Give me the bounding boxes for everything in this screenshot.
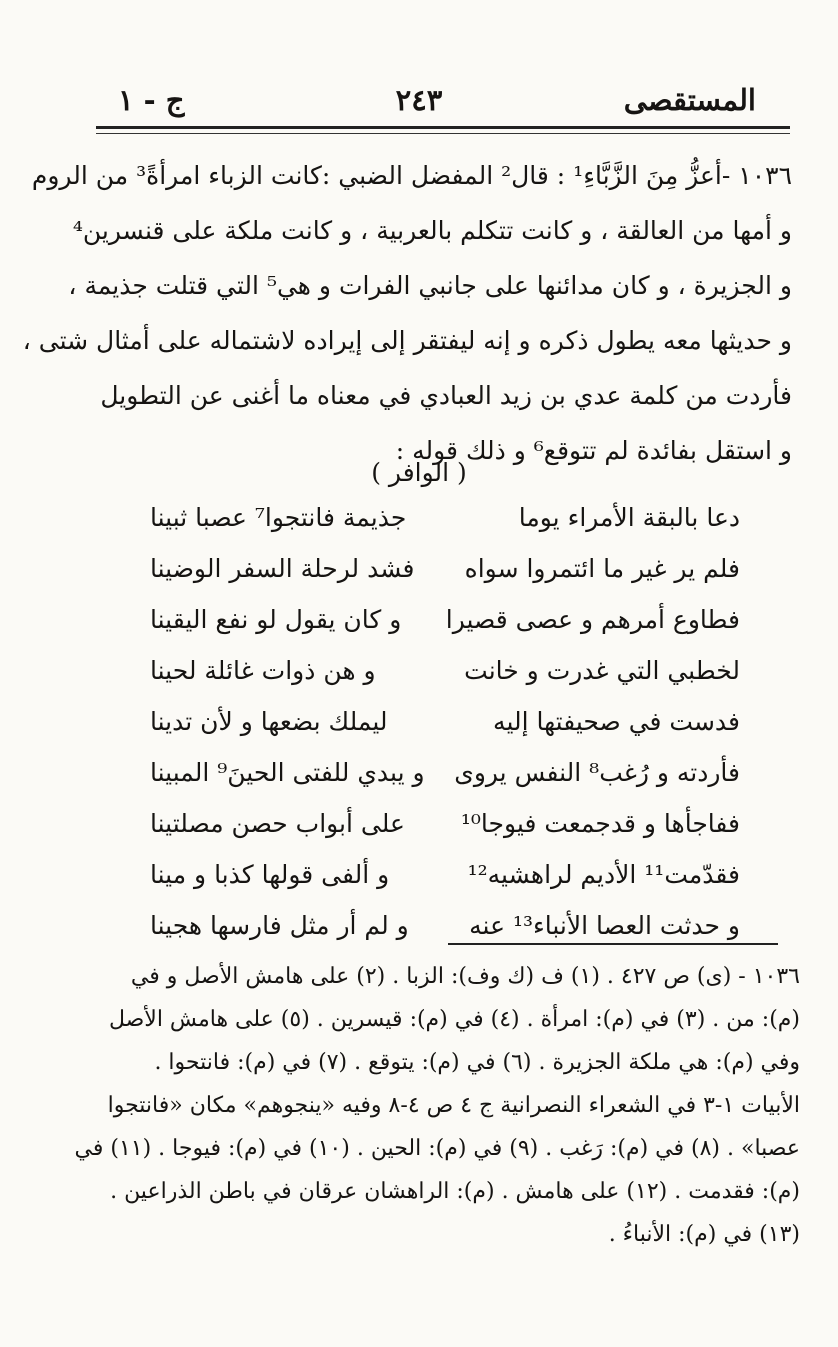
- entry-line: فأردت من كلمة عدي بن زيد العبادي في معناه ما أغنى عن التطويل: [100, 381, 792, 410]
- verse-second-hemistich: و ألفى قولها كذبا و مينا: [150, 860, 390, 889]
- verse: [150, 492, 740, 543]
- footnote-line: ١٠٣٦ - (ى) ص ٤٢٧ . (١) ف (ك وف): الزبا . (٢) على هامش الأصل و في: [130, 964, 800, 989]
- verse: [150, 543, 740, 594]
- entry-line: ١٠٣٦ -أعزُّ مِنَ الزَّبَّاءِ¹ : قال² المفضل الضبي :كانت الزباء امرأةً³ من الروم: [31, 161, 792, 190]
- header-rule: [96, 126, 790, 129]
- poem: [150, 492, 740, 951]
- verse-second-hemistich: و يبدي للفتى الحينَ⁹ المبينا: [150, 758, 425, 787]
- volume-label: ج - ١: [118, 83, 185, 117]
- verse-first-hemistich: فقدّمت¹¹ الأديم لراهشيه¹²: [467, 860, 740, 889]
- footnotes: [74, 955, 800, 1256]
- entry-line: و أمها من العالقة ، و كانت تتكلم بالعربية ، و كانت ملكة على قنسرين⁴: [72, 216, 792, 245]
- verse-second-hemistich: جذيمة فانتجوا⁷ عصبا ثبينا: [150, 503, 407, 532]
- verse-first-hemistich: فلم ير غير ما ائتمروا سواه: [464, 554, 740, 583]
- footnote-line: عصبا» . (٨) في (م): رَغب . (٩) في (م): الحين . (١٠) في (م): فيوجا . (١١) في: [74, 1136, 800, 1161]
- footnote-rule: [448, 943, 778, 945]
- verse: [150, 645, 740, 696]
- verse-first-hemistich: فطاوع أمرهم و عصى قصيرا: [445, 605, 740, 634]
- entry-line: و حديثها معه يطول ذكره و إنه ليفتقر إلى إيراده لاشتماله على أمثال شتى ،: [22, 326, 792, 355]
- verse-first-hemistich: فأردته و رُغب⁸ النفس يروى: [454, 758, 740, 787]
- footnote-line: الأبيات ١-٣ في الشعراء النصرانية ج ٤ ص ٤-٨ وفيه «ينجوهم» مكان «فانتجوا: [107, 1093, 800, 1118]
- footnote-line: (م): فقدمت . (١٢) على هامش . (م): الراهشان عرقان في باطن الذراعين .: [110, 1179, 800, 1204]
- verse-second-hemistich: و هن ذوات غائلة لحينا: [150, 656, 376, 685]
- page-number: ٢٤٣: [395, 83, 443, 117]
- verse-first-hemistich: فدست في صحيفتها إليه: [493, 707, 740, 736]
- verse-first-hemistich: ففاجأها و قدجمعت فيوجا¹⁰: [460, 809, 740, 838]
- running-title: المستقصى: [623, 83, 756, 117]
- verse: [150, 849, 740, 900]
- entry-line: و الجزيرة ، و كان مدائنها على جانبي الفرات و هي⁵ التي قتلت جذيمة ،: [68, 271, 792, 300]
- verse-second-hemistich: و لم أر مثل فارسها هجينا: [150, 911, 409, 940]
- verse: [150, 696, 740, 747]
- verse-first-hemistich: لخطبي التي غدرت و خانت: [464, 656, 740, 685]
- meter-label: ( الوافر ): [371, 458, 467, 487]
- verse: [150, 747, 740, 798]
- verse-first-hemistich: و حدثت العصا الأنباء¹³ عنه: [469, 911, 740, 940]
- verse-second-hemistich: ليملك بضعها و لأن تدينا: [150, 707, 388, 736]
- entry-line: و استقل بفائدة لم تتوقع⁶ و ذلك قوله :: [395, 436, 792, 465]
- verse: [150, 798, 740, 849]
- footnote-line: (م): من . (٣) في (م): امرأة . (٤) في (م): قيسرين . (٥) على هامش الأصل: [108, 1007, 800, 1032]
- footnote-line: (١٣) في (م): الأنباءُ .: [608, 1222, 800, 1247]
- verse-second-hemistich: على أبواب حصن مصلتينا: [150, 809, 405, 838]
- verse-second-hemistich: و كان يقول لو نفع اليقينا: [150, 605, 402, 634]
- verse: [150, 594, 740, 645]
- verse-second-hemistich: فشد لرحلة السفر الوضينا: [150, 554, 415, 583]
- footnote-line: وفي (م): هي ملكة الجزيرة . (٦) في (م): يتوقع . (٧) في (م): فانتحوا .: [154, 1050, 800, 1075]
- header-rule-thin: [96, 133, 790, 134]
- verse-first-hemistich: دعا بالبقة الأمراء يوما: [518, 503, 740, 532]
- entry-text: [22, 148, 792, 478]
